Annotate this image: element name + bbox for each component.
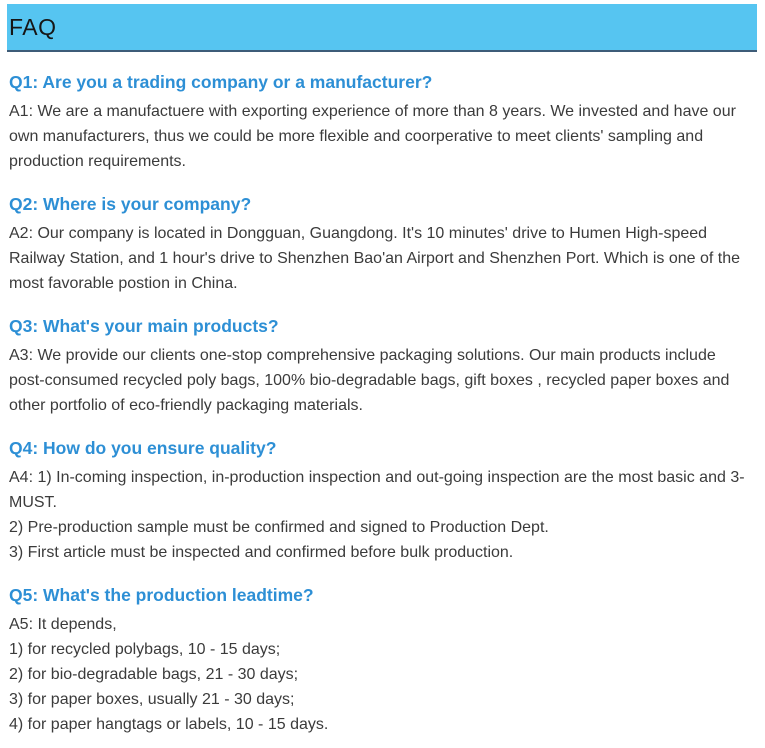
faq-answer	[9, 465, 753, 565]
faq-answer-line: A3: We provide our clients one-stop comprehensive packaging solutions. Our main products include post-consumed recycled poly bags, 100% bio-degradable bags, gift boxes , recycled paper boxes and other portfolio of eco-friendly packaging materials.	[9, 347, 730, 414]
faq-answer	[9, 221, 753, 296]
faq-question: Q3: What's your main products?	[9, 316, 279, 336]
faq-answer-line: A5: It depends,	[9, 616, 117, 633]
faq-answer	[9, 99, 753, 174]
faq-content	[0, 52, 765, 737]
faq-answer-line: A1: We are a manufactuere with exporting experience of more than 8 years. We invested and have our own manufacturers, thus we could be more flexible and coorperative to meet clients' sampling and production requirements.	[9, 103, 736, 170]
faq-answer-line: 1) for recycled polybags, 10 - 15 days;	[9, 641, 281, 658]
faq-item	[9, 585, 753, 737]
faq-section-header	[7, 4, 757, 52]
faq-item	[9, 438, 753, 565]
faq-item	[9, 316, 753, 418]
faq-item	[9, 72, 753, 174]
faq-answer	[9, 343, 753, 418]
faq-answer-line: 3) First article must be inspected and confirmed before bulk production.	[9, 544, 514, 561]
faq-answer-line: 2) Pre-production sample must be confirmed and signed to Production Dept.	[9, 519, 549, 536]
faq-answer-line: 2) for bio-degradable bags, 21 - 30 days;	[9, 666, 299, 683]
faq-list	[9, 72, 753, 737]
faq-question: Q1: Are you a trading company or a manufacturer?	[9, 72, 433, 92]
faq-answer-line: 3) for paper boxes, usually 21 - 30 days;	[9, 691, 295, 708]
faq-answer-line: A2: Our company is located in Dongguan, Guangdong. It's 10 minutes' drive to Humen High-speed Railway Station, and 1 hour's drive to Shenzhen Bao'an Airport and Shenzhen Port. Which is one of the most favorable postion in China.	[9, 225, 740, 292]
faq-item	[9, 194, 753, 296]
faq-question: Q4: How do you ensure quality?	[9, 438, 277, 458]
faq-question: Q2: Where is your company?	[9, 194, 252, 214]
faq-answer-line: 4) for paper hangtags or labels, 10 - 15 days.	[9, 716, 329, 733]
page-title: FAQ	[9, 13, 57, 40]
faq-answer	[9, 612, 753, 737]
faq-answer-line: A4: 1) In-coming inspection, in-production inspection and out-going inspection are the most basic and 3-MUST.	[9, 469, 745, 511]
faq-question: Q5: What's the production leadtime?	[9, 585, 314, 605]
